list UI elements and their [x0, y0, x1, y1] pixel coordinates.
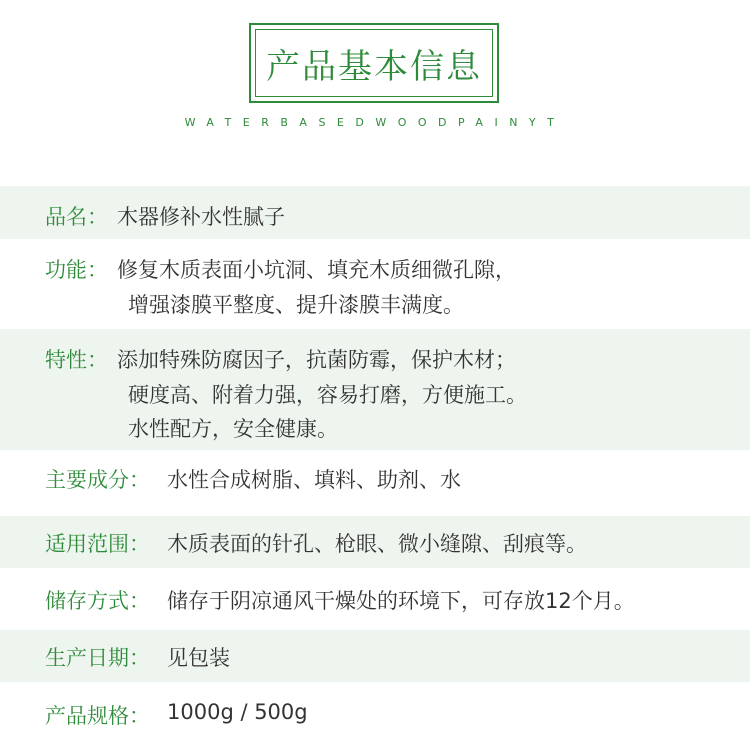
info-label: 生产日期：	[45, 646, 150, 670]
info-value: 水性合成树脂、填料、助剂、水	[167, 468, 461, 492]
info-value: 增强漆膜平整度、提升漆膜丰满度。	[128, 293, 464, 317]
info-label: 功能：	[45, 258, 108, 282]
info-label: 特性：	[45, 348, 108, 372]
info-value: 1000g / 500g	[167, 700, 308, 724]
info-label: 主要成分：	[45, 468, 150, 492]
info-row-date	[0, 630, 750, 682]
info-value: 见包装	[167, 646, 230, 670]
info-label: 适用范围：	[45, 532, 150, 556]
info-value: 储存于阴凉通风干燥处的环境下，可存放12个月。	[167, 589, 635, 613]
info-value: 木质表面的针孔、枪眼、微小缝隙、刮痕等。	[167, 532, 587, 556]
info-row-name	[0, 186, 750, 239]
info-row-spec	[0, 682, 750, 744]
info-row-ingredients	[0, 450, 750, 510]
title-frame	[249, 23, 499, 103]
info-row-features	[0, 329, 750, 450]
info-row-scope	[0, 516, 750, 568]
info-label: 产品规格：	[45, 704, 150, 728]
info-label: 品名：	[45, 205, 108, 229]
page-subtitle: WATERBASEDWOODPAINYT	[184, 116, 566, 129]
info-value: 修复木质表面小坑洞、填充木质细微孔隙，	[117, 258, 516, 282]
info-value: 硬度高、附着力强，容易打磨，方便施工。	[128, 383, 527, 407]
info-row-function	[0, 239, 750, 321]
info-value: 添加特殊防腐因子，抗菌防霉，保护木材；	[117, 348, 516, 372]
info-label: 储存方式：	[45, 589, 150, 613]
info-value: 水性配方，安全健康。	[128, 417, 338, 441]
page-title: 产品基本信息	[255, 29, 493, 97]
info-row-storage	[0, 568, 750, 630]
info-value: 木器修补水性腻子	[117, 205, 285, 229]
